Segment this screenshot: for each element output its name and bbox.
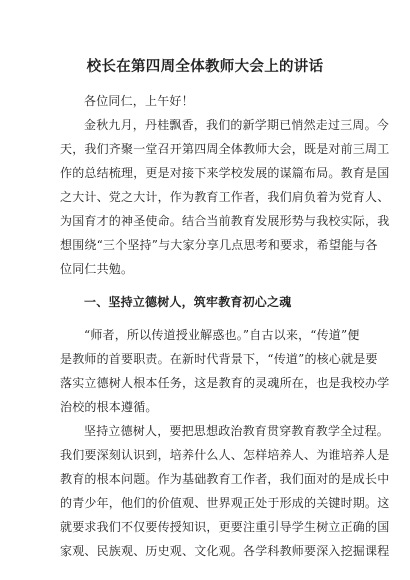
paragraph-line: 落实立德树人根本任务，这是教育的灵魂所在，也是我校办学 (60, 376, 390, 390)
paragraph-line: 就要求我们不仅要传授知识，更要注重引导学生树立正确的国 (60, 520, 390, 534)
paragraph-line: 教育的根本问题。作为基础教育工作者，我们面对的是成长中 (60, 472, 390, 486)
section-heading: 一、坚持立德树人，筑牢教育初心之魂 (84, 295, 292, 309)
paragraph-line: 是教师的首要职责。在新时代背景下，“传道”的核心就是要 (60, 352, 378, 366)
greeting-line: 各位同仁，上午好！ (84, 94, 194, 108)
document-title: 校长在第四周全体教师大会上的讲话 (86, 58, 324, 75)
paragraph-line: 的青少年，他们的价值观、世界观正处于形成的关键时期。这 (60, 496, 390, 510)
paragraph-line: 作的总结梳理，更是对接下来学校发展的谋篇布局。教育是国 (60, 166, 390, 180)
paragraph-line: 天，我们齐聚一堂召开第四周全体教师大会，既是对前三周工 (60, 142, 390, 156)
paragraph-line: 为国育才的神圣使命。结合当前教育发展形势与我校实际，我 (60, 214, 390, 228)
paragraph-line: 治校的根本遵循。 (60, 400, 158, 414)
paragraph-line: 坚持立德树人，要把思想政治教育贯穿教育教学全过程。 (84, 424, 390, 438)
paragraph-line: 之大计、党之大计，作为教育工作者，我们肩负着为党育人、 (60, 190, 390, 204)
paragraph-line: 金秋九月，丹桂飘香，我们的新学期已悄然走过三周。今 (84, 118, 390, 132)
paragraph-line: 想围绕“三个坚持”与大家分享几点思考和要求，希望能与各 (60, 238, 378, 252)
paragraph-line: 我们要深刻认识到，培养什么人、怎样培养人、为谁培养人是 (60, 448, 390, 462)
paragraph-line: “师者，所以传道授业解惑也。”自古以来，“传道”便 (84, 328, 360, 342)
paragraph-line: 家观、民族观、历史观、文化观。各学科教师要深入挖掘课程 (60, 544, 390, 558)
paragraph-line: 位同仁共勉。 (60, 262, 134, 276)
